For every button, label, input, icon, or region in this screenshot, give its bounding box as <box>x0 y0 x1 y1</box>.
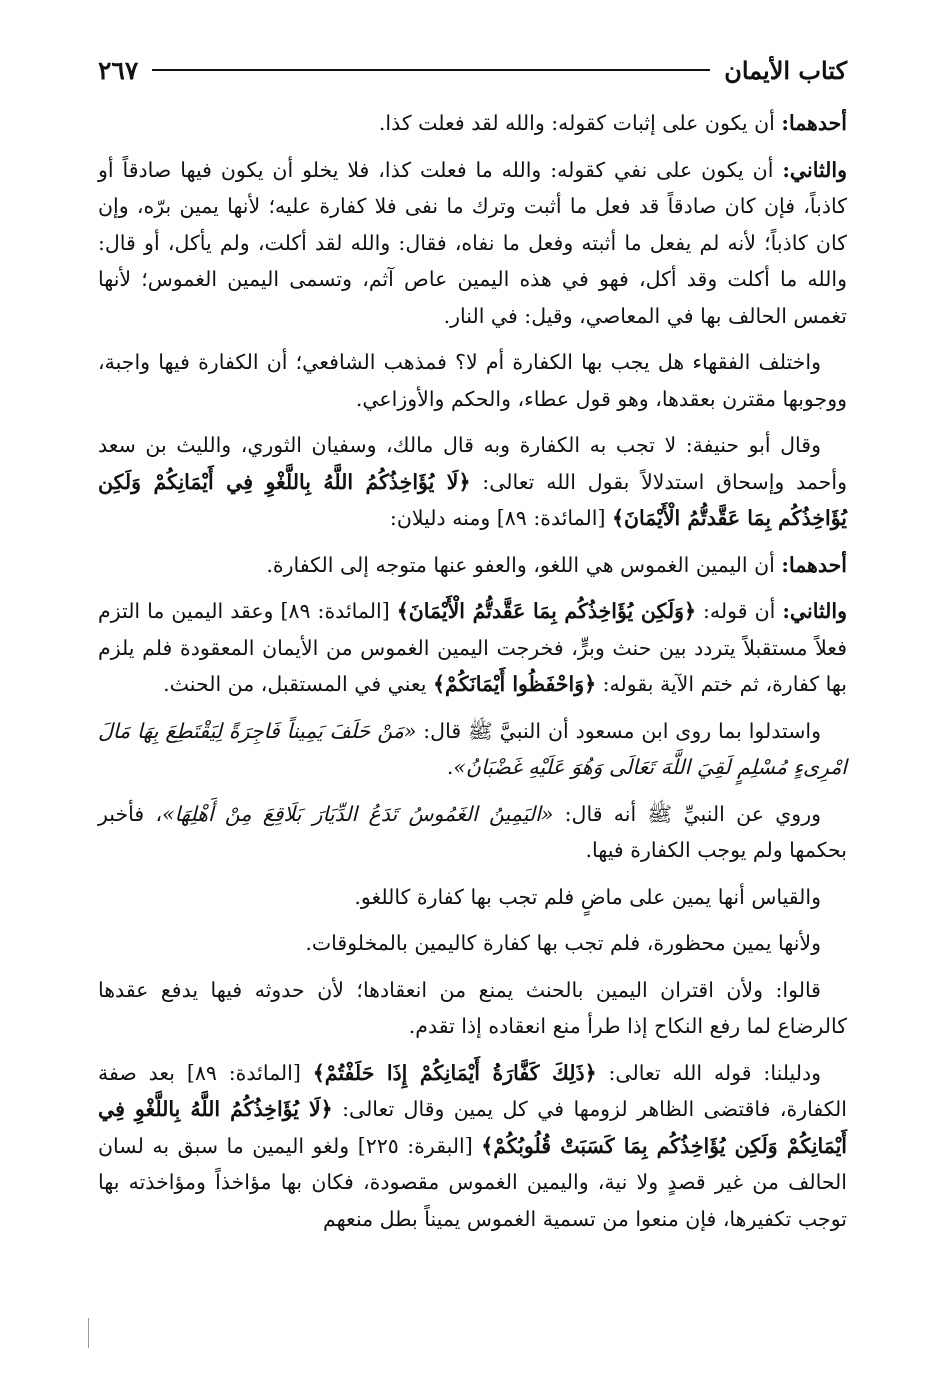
quran-verse: ﴿لَا يُؤَاخِذُكُمُ اللَّهُ بِاللَّغْوِ فِي أَيْمَانِكُمْ وَلَكِن يُؤَاخِذُكُم بِمَا عَقَّدتُّمُ الْأَيْمَانَ﴾ <box>98 469 847 530</box>
paragraph-lead: أحدهما: <box>781 552 847 577</box>
paragraph-text: ولأنها يمين محظورة، فلم تجب بها كفارة كاليمين بالمخلوقات. <box>305 931 821 955</box>
paragraph-text: . <box>446 755 454 779</box>
quran-verse: ﴿ذَلِكَ كَفَّارَةُ أَيْمَانِكُمْ إِذَا حَلَفْتُمْ﴾ <box>312 1060 597 1085</box>
paragraph-text: يعني في المستقبل، من الحنث. <box>163 672 434 696</box>
paragraph <box>98 152 847 335</box>
paragraph <box>98 547 847 584</box>
paragraph-text: [المائدة: ٨٩] ومنه دليلان: <box>389 506 612 530</box>
paragraph-text: واستدلوا بما روى ابن مسعود أن النبيَّ ﷺ قال: <box>416 718 821 743</box>
paragraph-text: واختلف الفقهاء هل يجب بها الكفارة أم لا؟ فمذهب الشافعي؛ أن الكفارة فيها واجبة، ووجوبها مقترن بعقدها، وهو قول عطاء، والحكم والأوزاعي. <box>98 350 847 411</box>
paragraph-lead: والثاني: <box>782 599 847 623</box>
paragraph-text: قالوا: ولأن اقتران اليمين بالحنث يمنع من انعقادها؛ لأن حدوثه فيها يدفع عقدها كالرضاع لما رفع النكاح إذا طرأ منع انعقاده إذا تقدم. <box>98 977 847 1038</box>
paragraph-text: ودليلنا: قوله الله تعالى: <box>596 1060 822 1085</box>
paragraph-text: أن يكون على نفي كقوله: والله ما فعلت كذا، فلا يخلو أن يكون فيها صادقاً أو كاذباً، فإن كان صادقاً قد فعل ما أثبت وترك ما نفى فلا كفارة عليه؛ لأنها يمين برّه، وإن كان كاذباً؛ لأنه لم يفعل ما أثبته وفعل ما نفاه، فقال: والله لقد أكلت، ولم يأكل، أو قال: والله ما أكلت وقد أكل، فهو في هذه اليمين عاص آثم، وتسمى اليمين الغموس؛ لأنها تغمس الحالف بها في المعاصي، وقيل: في النار. <box>98 157 847 328</box>
paragraph-text: ، فأخبر بحكمها ولم يوجب الكفارة فيها. <box>98 801 847 862</box>
margin-mark <box>88 1318 89 1348</box>
hadith-quote: «مَنْ حَلَفَ يَمِيناً فَاجِرَةً لِيَقْتَطِعَ بِهَا مَالَ امْرِىءٍ مُسْلِمٍ لَقِيَ اللَّهَ تَعَالَى وَهُوَ عَلَيْهِ غَضْبَانُ» <box>98 718 847 779</box>
paragraph-lead: أحدهما: <box>781 111 847 135</box>
paragraph <box>98 796 847 869</box>
paragraph <box>98 925 847 962</box>
paragraph-text: [المائدة: ٨٩] وعقد اليمين ما التزم فعلاً مستقبلاً يتردد بين حنث وبرٍّ، فخرجت اليمين الغموس من الأيمان المعقودة فلم يلزم بها كفارة، ثم ختم الآية بقوله: <box>98 599 847 696</box>
paragraph <box>98 593 847 703</box>
quran-verse: ﴿لَا يُؤَاخِذُكُمُ اللَّهُ بِاللَّغْوِ فِي أَيْمَانِكُمْ وَلَكِن يُؤَاخِذُكُم بِمَا كَسَبَتْ قُلُوبُكُمْ﴾ <box>98 1097 847 1158</box>
paragraph-text: [المائدة: ٨٩] بعد صفة الكفارة، فاقتضى الظاهر لزومها في كل يمين وقال تعالى: <box>98 1060 847 1121</box>
header-rule <box>152 69 710 71</box>
body-text <box>98 105 847 1247</box>
running-head <box>98 50 847 90</box>
paragraph-text: والقياس أنها يمين على ماضٍ فلم تجب بها كفارة كاللغو. <box>354 884 821 909</box>
paragraph-text: أن قوله: <box>695 599 783 623</box>
paragraph-text: وروي عن النبيِّ ﷺ أنه قال: <box>553 801 821 826</box>
paragraph <box>98 713 847 786</box>
paragraph <box>98 972 847 1045</box>
paragraph <box>98 427 847 537</box>
quran-verse: ﴿وَلَكِن يُؤَاخِذُكُم بِمَا عَقَّدتُّمُ الْأَيْمَانَ﴾ <box>396 599 696 623</box>
paragraph-text: وقال أبو حنيفة: لا تجب به الكفارة وبه قال مالك، وسفيان الثوري، والليث بن سعد وأحمد وإسحاق استدلالاً بقول الله تعالى: <box>98 433 847 494</box>
paragraph-text: أن يكون على إثبات كقوله: والله لقد فعلت كذا. <box>378 111 782 135</box>
paragraph <box>98 344 847 417</box>
paragraph <box>98 1055 847 1238</box>
quran-verse: ﴿وَاحْفَظُوا أَيْمَانَكُمْ﴾ <box>433 672 597 696</box>
page-number: ٢٦٧ <box>98 55 139 85</box>
paragraph <box>98 879 847 916</box>
paragraph-text: [البقرة: ٢٢٥] ولغو اليمين ما سبق به لسان الحالف من غير قصدٍ ولا نية، واليمين الغموس مقصودة، فكان بها مؤاخذاً ومؤاخذته بها توجب تكفيرها، فإن منعوا من تسمية الغموس يميناً بطل منعهم <box>98 1133 847 1231</box>
book-title: كتاب الأيمان <box>724 55 847 85</box>
paragraph-lead: والثاني: <box>782 157 847 182</box>
paragraph <box>98 105 847 142</box>
paragraph-text: أن اليمين الغموس هي اللغو، والعفو عنها متوجه إلى الكفارة. <box>266 552 782 577</box>
hadith-quote: «اليَمِينُ الغَمُوسُ تَدَعُ الدِّيَارَ بَلَاقِعَ مِنْ أَهْلِهَا» <box>162 801 554 826</box>
